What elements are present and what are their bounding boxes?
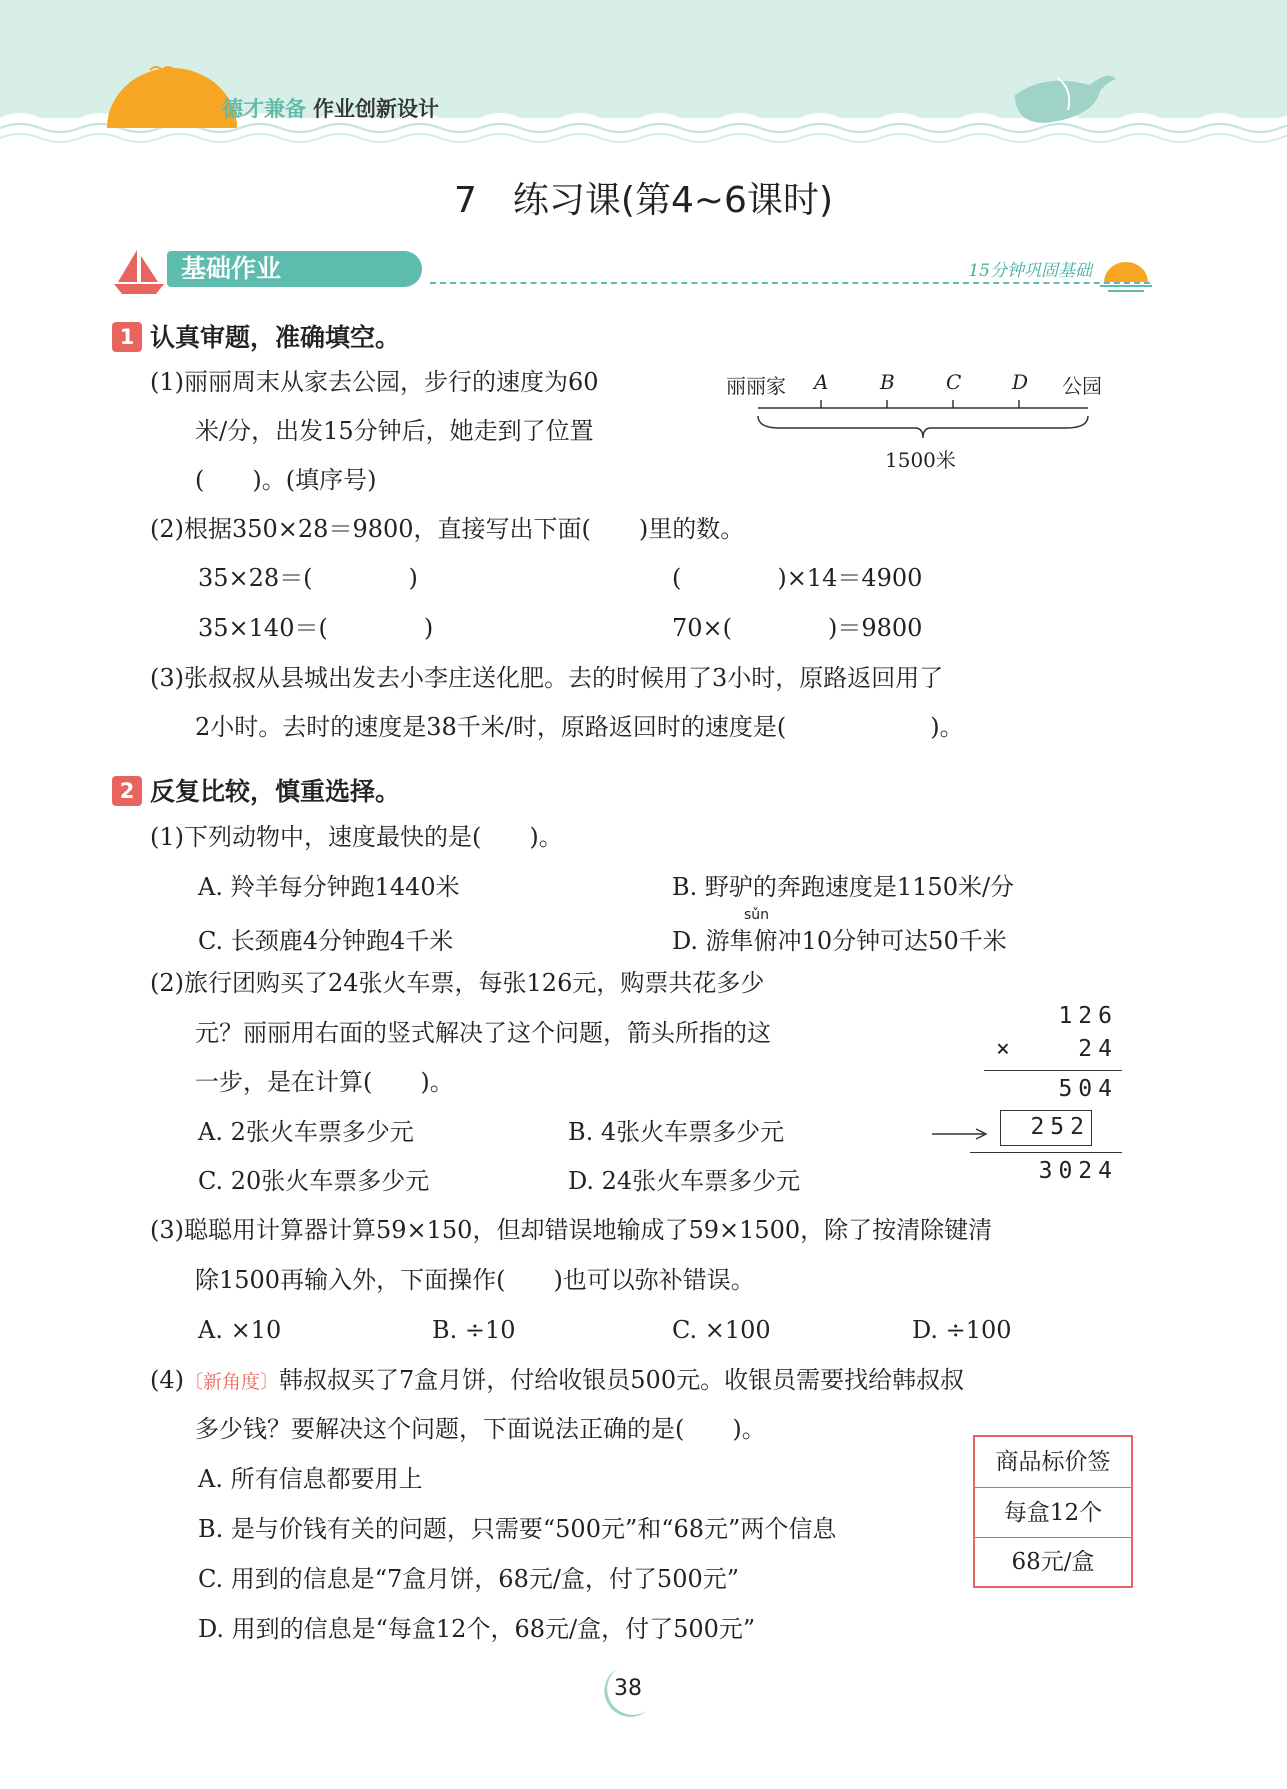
- calc-highlight-box: [1000, 1110, 1092, 1146]
- price-tag-count: 每盒12个: [1003, 1500, 1103, 1526]
- page-header: [0, 0, 1287, 160]
- calc-multiplier: 24: [1078, 1036, 1118, 1062]
- q2-p2-line-1: (2)旅行团购买了24张火车票，每张126元，购票共花多少: [150, 969, 765, 997]
- calc-rule: [984, 1070, 1122, 1071]
- calc-operator: ×: [996, 1036, 1010, 1062]
- q2-p4-option-c: C. 用到的信息是“7盒月饼，68元/盒，付了500元”: [198, 1565, 740, 1593]
- brand-left: 德才兼备: [222, 97, 306, 121]
- q2-p3-line-2: 除1500再输入外，下面操作( )也可以弥补错误。: [195, 1266, 755, 1294]
- calc-multiplicand: 126: [1058, 1003, 1118, 1029]
- arrow-right-icon: [932, 1124, 992, 1144]
- q1-p2-item-2: ( )×14＝4900: [672, 564, 923, 592]
- page-title: 7 练习课(第4~6课时): [454, 180, 833, 221]
- route-point-a: A: [814, 370, 829, 394]
- q2-p1-option-c: C. 长颈鹿4分钟跑4千米: [198, 927, 454, 955]
- q2-p2-option-a: A. 2张火车票多少元: [198, 1118, 414, 1146]
- price-tag: [973, 1435, 1133, 1588]
- q1-p2-item-3: 35×140＝( ): [198, 614, 434, 642]
- q1-p2-item-4: 70×( )＝9800: [672, 614, 923, 642]
- page-number: 38: [614, 1676, 642, 1701]
- q2-p2-line-2: 元？丽丽用右面的竖式解决了这个问题，箭头所指的这: [195, 1019, 771, 1047]
- sunset-icon: [1100, 256, 1152, 292]
- route-distance-label: 1500米: [885, 448, 956, 472]
- route-point-c: C: [946, 370, 962, 394]
- q2-p2-option-b: B. 4张火车票多少元: [568, 1118, 785, 1146]
- section-banner: [112, 246, 1152, 296]
- brand-right: 作业创新设计: [313, 97, 439, 121]
- q2-p1-option-d: D. 游隼俯冲10分钟可达50千米: [672, 927, 1007, 955]
- q2-p4-option-b: B. 是与价钱有关的问题，只需要“500元”和“68元”两个信息: [198, 1515, 837, 1543]
- pinyin-annotation: sǔn: [744, 907, 770, 923]
- q2-p4-line-2: 多少钱？要解决这个问题，下面说法正确的是( )。: [195, 1415, 766, 1443]
- route-start-label: 丽丽家: [726, 374, 786, 398]
- question-1-heading: [112, 318, 400, 354]
- section-divider: [430, 282, 1150, 284]
- q1-p3-line-1: (3)张叔叔从县城出发去小李庄送化肥。去的时候用了3小时，原路返回用了: [150, 664, 944, 692]
- route-end-label: 公园: [1062, 374, 1102, 398]
- q2-p1-option-a: A. 羚羊每分钟跑1440米: [198, 873, 460, 901]
- question-number: 1: [112, 322, 142, 352]
- q2-p3-option-d: D. ÷100: [912, 1316, 1012, 1344]
- question-2-heading: [112, 772, 400, 808]
- q1-p1-line-2: 米/分，出发15分钟后，她走到了位置: [195, 417, 594, 445]
- q2-p4-line-1-text: 韩叔叔买了7盒月饼，付给收银员500元。收银员需要找给韩叔叔: [279, 1366, 965, 1394]
- q2-p1-stem: (1)下列动物中，速度最快的是( )。: [150, 823, 563, 851]
- q2-p3-option-b: B. ÷10: [432, 1316, 516, 1344]
- calc-partial-1: 504: [1058, 1076, 1118, 1102]
- q2-p2-option-c: C. 20张火车票多少元: [198, 1167, 430, 1195]
- header-decoration: [0, 0, 1287, 160]
- q2-p4-option-a: A. 所有信息都要用上: [198, 1465, 423, 1493]
- calc-partial-2: 252: [1030, 1114, 1090, 1140]
- q1-p2-item-1: 35×28＝( ): [198, 564, 418, 592]
- q2-p2-line-3: 一步，是在计算( )。: [195, 1068, 454, 1096]
- route-diagram: [720, 368, 1120, 478]
- q1-p1-line-1: (1)丽丽周末从家去公园，步行的速度为60: [150, 368, 599, 396]
- question-1-text: 认真审题，准确填空。: [150, 323, 401, 352]
- calc-rule: [970, 1152, 1122, 1153]
- q2-p4-line-1: [150, 1365, 964, 1397]
- q2-p1-option-b: B. 野驴的奔跑速度是1150米/分: [672, 873, 1015, 901]
- q1-p3-line-2: 2小时。去时的速度是38千米/时，原路返回时的速度是( )。: [195, 713, 964, 741]
- q1-p1-line-3: ( )。(填序号): [195, 466, 377, 494]
- q2-p4-option-d: D. 用到的信息是“每盒12个，68元/盒，付了500元”: [198, 1615, 756, 1643]
- route-point-d: D: [1012, 370, 1029, 394]
- q2-p2-option-d: D. 24张火车票多少元: [568, 1167, 801, 1195]
- question-number: 2: [112, 776, 142, 806]
- section-tip: 15分钟巩固基础: [968, 261, 1092, 281]
- sailboat-icon: [112, 246, 167, 296]
- section-label: 基础作业: [167, 251, 422, 287]
- q2-p3-option-a: A. ×10: [198, 1316, 282, 1344]
- q1-p2-intro: (2)根据350×28＝9800，直接写出下面( )里的数。: [150, 515, 745, 543]
- calc-result: 3024: [1038, 1158, 1118, 1184]
- q2-p3-option-c: C. ×100: [672, 1316, 771, 1344]
- q2-p3-line-1: (3)聪聪用计算器计算59×150，但却错误地输成了59×1500，除了按清除键清: [150, 1216, 993, 1244]
- route-point-b: B: [880, 370, 895, 394]
- q2-p4-prefix: (4): [150, 1366, 184, 1394]
- price-tag-price: 68元/盒: [1011, 1549, 1095, 1575]
- question-2-text: 反复比较，慎重选择。: [150, 777, 401, 806]
- price-tag-title: 商品标价签: [995, 1449, 1111, 1475]
- new-angle-tag: 〔新角度〕: [184, 1371, 280, 1393]
